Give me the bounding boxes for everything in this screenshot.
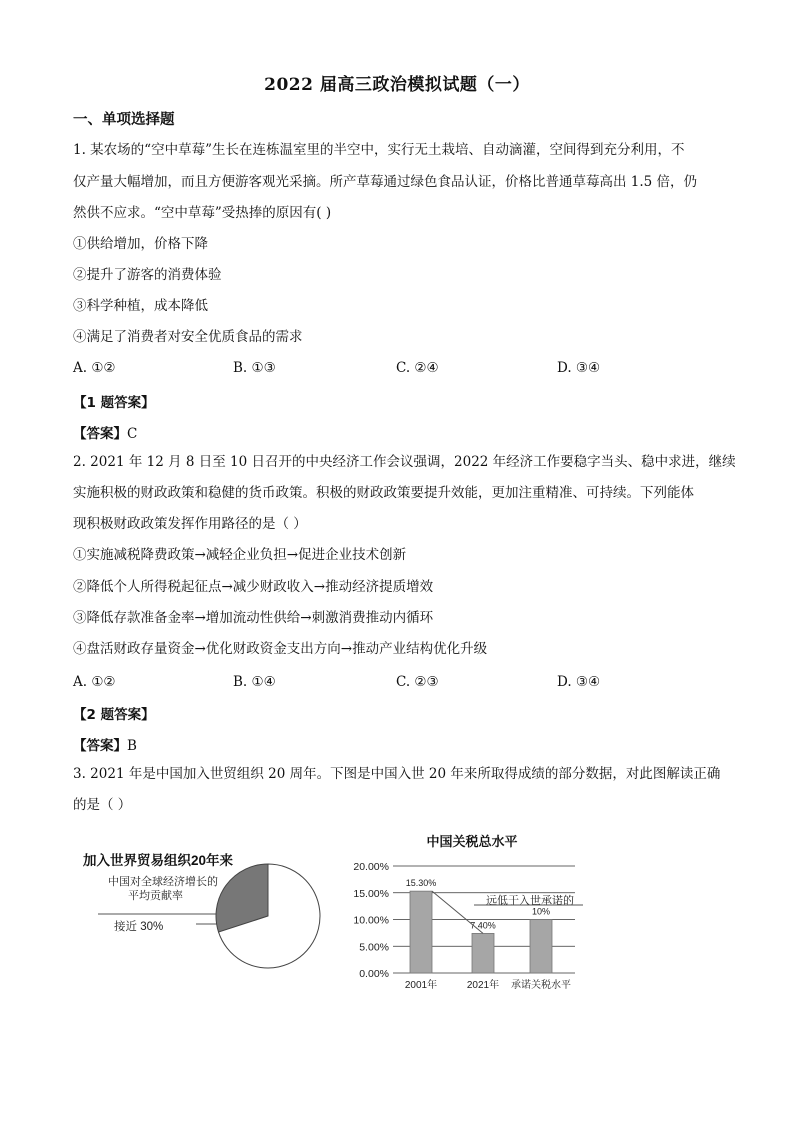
- x-tick-label: 承诺关税水平: [511, 980, 571, 991]
- q1-answer-label: 【答案】: [73, 426, 127, 442]
- q2-item-4: ④盘活财政存量资金→优化财政资金支出方向→推动产业结构优化升级: [73, 641, 488, 657]
- q1-option-a[interactable]: A. ①②: [73, 360, 116, 376]
- data-label: 10%: [531, 906, 551, 917]
- q1-item-1: ①供给增加，价格下降: [73, 236, 208, 252]
- pie-subtitle-line-1: 中国对全球经济增长的: [108, 876, 218, 888]
- q1-answer-tag: 【1 题答案】: [73, 395, 155, 411]
- pie-subtitle-line-2: 平均贡献率: [128, 890, 183, 902]
- pie-chart-title: 加入世界贸易组织20年来: [83, 853, 234, 868]
- q2-answer-value: B: [127, 738, 137, 754]
- q2-answer: [73, 734, 137, 754]
- pie-chart: [83, 852, 334, 982]
- bar-0: [410, 891, 432, 973]
- q1-option-b[interactable]: B. ①③: [233, 360, 276, 376]
- trend-connector: [432, 891, 483, 933]
- q1-option-c[interactable]: C. ②④: [396, 360, 439, 376]
- bar-annotation: 远低于入世承诺的: [486, 895, 574, 907]
- q2-option-d[interactable]: D. ③④: [557, 674, 601, 690]
- q1-answer: [73, 422, 137, 442]
- page-title: 2022 届高三政治模拟试题（一）: [264, 75, 530, 95]
- q1-answer-value: C: [127, 426, 138, 442]
- data-label: 7.40%: [470, 920, 496, 931]
- q2-item-2: ②降低个人所得税起征点→减少财政收入→推动经济提质增效: [73, 579, 434, 595]
- y-tick-label: 20.00%: [353, 861, 389, 873]
- bar-chart: [353, 834, 583, 991]
- bar-2: [530, 920, 552, 974]
- q3-figure: [78, 825, 598, 1000]
- q2-answer-tag: 【2 题答案】: [73, 707, 155, 723]
- q3-stem-line-1: 3. 2021 年是中国加入世贸组织 20 周年。下图是中国入世 20 年来所取得成绩的部分数据，对此图解读正确: [73, 766, 721, 782]
- q1-option-d[interactable]: D. ③④: [557, 360, 601, 376]
- q2-option-c[interactable]: C. ②③: [396, 674, 439, 690]
- y-tick-label: 15.00%: [353, 887, 389, 900]
- y-tick-label: 0.00%: [359, 968, 389, 980]
- q2-stem-line-1: 2. 2021 年 12 月 8 日至 10 日召开的中央经济工作会议强调，2022 年经济工作要稳字当头、稳中求进，继续: [73, 454, 736, 470]
- y-tick-label: 5.00%: [359, 941, 389, 954]
- y-tick-label: 10.00%: [353, 914, 389, 927]
- bar-1: [472, 933, 494, 973]
- q1-stem-line-2: 仅产量大幅增加，而且方便游客观光采摘。所产草莓通过绿色食品认证，价格比普通草莓高出 1.5 倍，仍: [73, 174, 698, 190]
- q2-item-3: ③降低存款准备金率→增加流动性供给→刺激消费推动内循环: [73, 610, 434, 626]
- pie-annotation: 接近 30%: [114, 921, 164, 933]
- q2-option-b[interactable]: B. ①④: [233, 674, 276, 690]
- x-tick-label: 2001年: [404, 980, 438, 991]
- q3-stem-line-2: 的是（ ）: [73, 797, 132, 813]
- bar-chart-title: 中国关税总水平: [426, 834, 518, 849]
- q1-stem-line-3: 然供不应求。“空中草莓”受热捧的原因有( ): [73, 205, 332, 221]
- q2-item-1: ①实施减税降费政策→减轻企业负担→促进企业技术创新: [73, 547, 407, 563]
- q2-answer-label: 【答案】: [73, 738, 127, 754]
- q2-stem-line-3: 现积极财政政策发挥作用路径的是（ ）: [73, 516, 307, 532]
- q2-option-a[interactable]: A. ①②: [73, 674, 116, 690]
- q1-item-2: ②提升了游客的消费体验: [73, 267, 222, 283]
- q1-stem-line-1: 1. 某农场的“空中草莓”生长在连栋温室里的半空中，实行无土栽培、自动滴灌，空间得到充分利用，不: [73, 142, 685, 158]
- q1-item-4: ④满足了消费者对安全优质食品的需求: [73, 329, 303, 345]
- x-tick-label: 2021年: [466, 980, 500, 991]
- q1-item-3: ③科学种植，成本降低: [73, 298, 208, 314]
- section-heading: 一、单项选择题: [73, 112, 175, 128]
- data-label: 15.30%: [405, 878, 437, 889]
- q2-stem-line-2: 实施积极的财政政策和稳健的货币政策。积极的财政政策要提升效能，更加注重精准、可持续。下列能体: [73, 485, 694, 501]
